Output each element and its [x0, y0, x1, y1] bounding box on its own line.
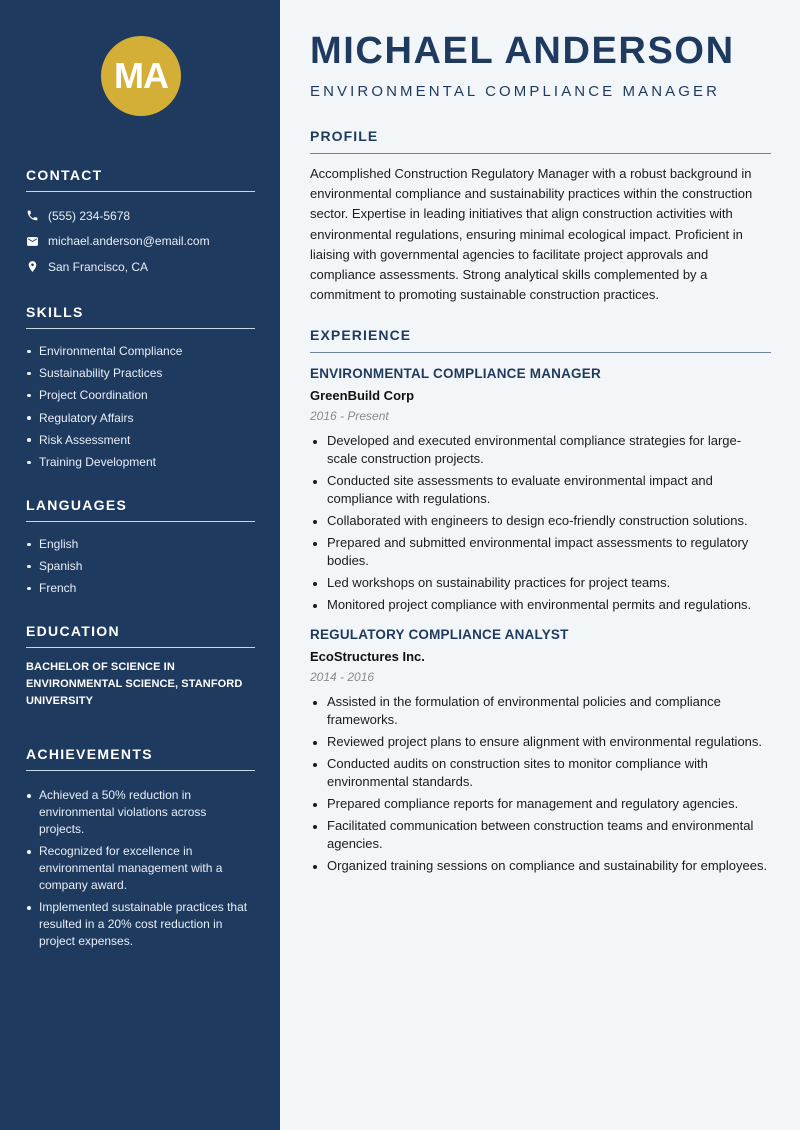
- job-bullet: Conducted site assessments to evaluate environmental impact and compliance with regulations.: [310, 472, 771, 508]
- job-bullet: Prepared compliance reports for management and regulatory agencies.: [310, 795, 771, 813]
- contact-email: [26, 229, 255, 255]
- avatar: [101, 36, 181, 116]
- contact-phone-value: (555) 234-5678: [48, 208, 131, 223]
- job-dates: 2016 - Present: [310, 409, 389, 423]
- profile-heading: PROFILE: [310, 128, 771, 154]
- experience-heading: EXPERIENCE: [310, 327, 771, 353]
- job-bullets: [310, 432, 771, 614]
- skill-item: Project Coordination: [26, 384, 255, 406]
- job-bullet: Developed and executed environmental compliance strategies for large-scale construction projects.: [310, 432, 771, 468]
- profile-text: Accomplished Construction Regulatory Manager with a robust background in environmental compliance and sustainability practices within the construction sector. Expertise in leading initiatives that align construction activities with environmental regulations, ensuring minimal ecological impact. Proficient in liaising with governmental agencies to facilitate project approvals and compliance assessments. Strong analytical skills complemented by a commitment to promoting sustainable construction practices.: [310, 166, 753, 303]
- education-heading: EDUCATION: [26, 623, 255, 648]
- achievement-item: Implemented sustainable practices that resulted in a 20% cost reduction in project expenses.: [26, 899, 255, 950]
- contact-list: [26, 203, 255, 280]
- contact-location: [26, 254, 255, 280]
- language-item: English: [26, 533, 255, 555]
- job-company: EcoStructures Inc.: [310, 649, 425, 664]
- skills-heading: SKILLS: [26, 304, 255, 329]
- contact-section: [26, 167, 255, 280]
- job-bullet: Reviewed project plans to ensure alignment with environmental regulations.: [310, 733, 771, 751]
- achievements-heading: ACHIEVEMENTS: [26, 746, 255, 771]
- languages-section: [26, 497, 255, 600]
- location-pin-icon: [26, 260, 39, 273]
- job-dates: 2014 - 2016: [310, 670, 375, 684]
- avatar-initials: MA: [114, 55, 168, 96]
- achievement-item: Recognized for excellence in environmental management with a company award.: [26, 843, 255, 894]
- contact-email-value: michael.anderson@email.com: [48, 234, 210, 249]
- skill-item: Training Development: [26, 451, 255, 473]
- job-bullet: Assisted in the formulation of environmental policies and compliance frameworks.: [310, 693, 771, 729]
- job-bullet: Conducted audits on construction sites to monitor compliance with environmental standards.: [310, 755, 771, 791]
- job-bullet: Organized training sessions on compliance and sustainability for employees.: [310, 857, 771, 875]
- skill-item: Risk Assessment: [26, 429, 255, 451]
- languages-list: [26, 533, 255, 600]
- languages-heading: LANGUAGES: [26, 497, 255, 522]
- skill-item: Sustainability Practices: [26, 362, 255, 384]
- job-bullet: Collaborated with engineers to design eco-friendly construction solutions.: [310, 512, 771, 530]
- language-item: French: [26, 577, 255, 599]
- achievements-section: [26, 746, 255, 955]
- skill-item: Regulatory Affairs: [26, 407, 255, 429]
- candidate-name: MICHAEL ANDERSON: [310, 30, 735, 72]
- job-bullet: Led workshops on sustainability practices for project teams.: [310, 574, 771, 592]
- skills-section: [26, 304, 255, 473]
- job-title: REGULATORY COMPLIANCE ANALYST: [310, 627, 569, 642]
- achievement-item: Achieved a 50% reduction in environmental violations across projects.: [26, 787, 255, 838]
- contact-heading: CONTACT: [26, 167, 255, 192]
- education-degree: BACHELOR OF SCIENCE IN ENVIRONMENTAL SCIENCE, STANFORD UNIVERSITY: [26, 661, 243, 707]
- job-bullet: Monitored project compliance with environmental permits and regulations.: [310, 596, 771, 614]
- contact-phone: [26, 203, 255, 229]
- experience-section: [310, 327, 771, 879]
- job-bullets: [310, 693, 771, 875]
- job-title: ENVIRONMENTAL COMPLIANCE MANAGER: [310, 366, 601, 381]
- education-section: [26, 623, 255, 710]
- job-company: GreenBuild Corp: [310, 388, 415, 403]
- job-bullet: Facilitated communication between construction teams and environmental agencies.: [310, 817, 771, 853]
- contact-location-value: San Francisco, CA: [48, 259, 149, 274]
- job-bullet: Prepared and submitted environmental impact assessments to regulatory bodies.: [310, 534, 771, 570]
- achievements-list: [26, 787, 255, 950]
- phone-icon: [26, 209, 39, 222]
- email-icon: [26, 235, 39, 248]
- profile-section: [310, 128, 771, 305]
- skills-list: [26, 340, 255, 473]
- skill-item: Environmental Compliance: [26, 340, 255, 362]
- job-entry: [310, 627, 771, 875]
- language-item: Spanish: [26, 555, 255, 577]
- candidate-role: ENVIRONMENTAL COMPLIANCE MANAGER: [310, 83, 721, 100]
- sidebar: [0, 0, 280, 1130]
- job-entry: [310, 366, 771, 614]
